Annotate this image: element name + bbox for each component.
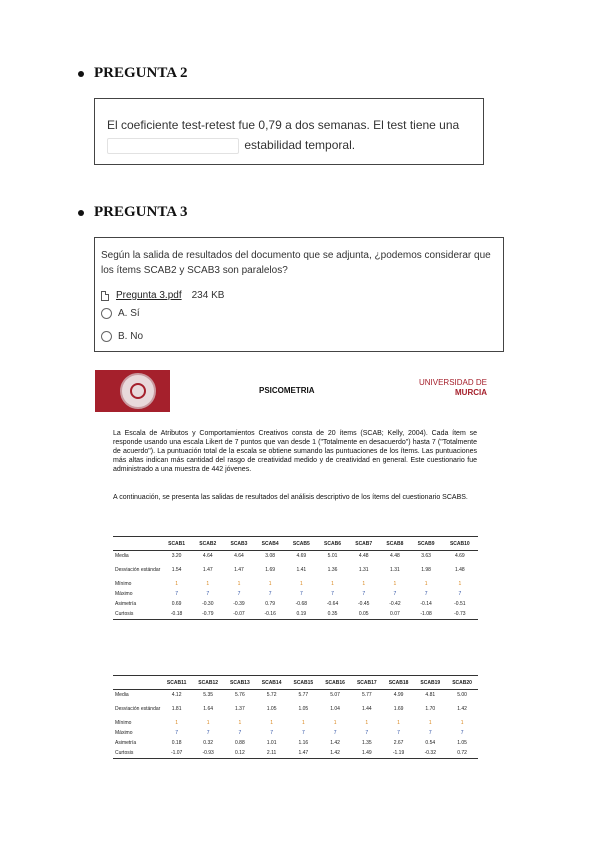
- question-3-title: PREGUNTA 3: [94, 204, 188, 220]
- attachment: [101, 290, 224, 301]
- table-cell: 0.18: [171, 740, 182, 746]
- table-row: [113, 748, 478, 759]
- table-cell: 1: [270, 720, 273, 726]
- file-icon: [101, 291, 109, 301]
- pdf-paragraph-1: La Escala de Atributos y Comportamientos Creativos consta de 20 ítems (SCAB; Kelly, 2004). Cada ítem se responde usando una escala Likert de 7 puntos que van desde 1 ("Totalmente en desacuerdo") hasta 7 ("Totalmente de acuerdo"). La puntuación total de la escala se obtiene sumando las puntuaciones de los ítems. Las puntuaciones más altas indican más cantidad del rasgo de creatividad medido y de creatividad en general. Este cuestionario fue administrado a una muestra de 442 jóvenes.: [113, 430, 477, 473]
- table-cell: 1.16: [298, 740, 309, 746]
- table-cell: 1.31: [358, 567, 369, 573]
- question-2-text-after: estabilidad temporal.: [244, 138, 356, 152]
- row-label: Curtosis: [113, 748, 161, 759]
- table-1-top-rule: [113, 536, 478, 537]
- table-header-blank: [113, 538, 161, 551]
- table-cell: 1: [268, 581, 272, 587]
- table-cell: 1: [333, 720, 337, 726]
- table-cell: 1.05: [457, 740, 467, 746]
- table-row: [113, 718, 478, 728]
- table-cell: 1.70: [425, 706, 436, 712]
- table-cell: 7: [331, 591, 334, 597]
- table-row: [113, 579, 478, 589]
- column-header: SCAB10: [442, 538, 478, 551]
- column-header: SCAB11: [161, 677, 192, 690]
- table-cell: 0.72: [446, 748, 478, 759]
- table-cell: 5.77: [361, 692, 372, 698]
- column-header: SCAB12: [192, 677, 224, 690]
- column-header: SCAB8: [379, 538, 410, 551]
- table-cell: -0.51: [454, 601, 466, 607]
- table-cell: 1: [424, 581, 428, 587]
- table-cell: 1.64: [203, 706, 214, 712]
- table-row: [113, 738, 478, 748]
- table-cell: 1: [393, 581, 397, 587]
- option-b-label: B. No: [118, 331, 144, 342]
- table-cell: 7: [460, 730, 464, 736]
- table-cell: 4.69: [296, 553, 307, 559]
- table-cell: 1.42: [457, 706, 467, 712]
- table-cell: 7: [175, 730, 179, 736]
- table-cell: -0.30: [202, 601, 214, 607]
- table-cell: 1: [206, 720, 210, 726]
- table-cell: 0.35: [317, 609, 348, 620]
- pdf-preview: [95, 366, 495, 776]
- question-2-text: [107, 115, 467, 155]
- row-label: Asimetría: [115, 740, 137, 746]
- question-3-text: Según la salida de resultados del documento que se adjunta, ¿podemos considerar que los ítems SCAB2 y SCAB3 son paralelos?: [101, 250, 491, 276]
- table-cell: -0.18: [161, 609, 192, 620]
- table-cell: 1.04: [330, 706, 340, 712]
- table-cell: 4.81: [425, 692, 436, 698]
- table-cell: 5.72: [266, 692, 277, 698]
- table-cell: 1.48: [454, 567, 465, 573]
- table-cell: 4.48: [390, 553, 400, 559]
- table-cell: -0.32: [414, 748, 446, 759]
- table-cell: 0.54: [425, 740, 436, 746]
- table-cell: 1: [331, 581, 334, 587]
- table-cell: 1.01: [266, 740, 277, 746]
- table-cell: 4.69: [454, 553, 465, 559]
- table-cell: 7: [365, 730, 369, 736]
- column-header: SCAB15: [287, 677, 319, 690]
- table-cell: -0.42: [389, 601, 401, 607]
- table-cell: 1: [362, 581, 366, 587]
- option-a-label: A. Sí: [118, 308, 140, 319]
- table-cell: -0.14: [420, 601, 432, 607]
- column-header: SCAB18: [383, 677, 415, 690]
- table-cell: 7: [393, 591, 397, 597]
- option-a[interactable]: [101, 308, 140, 319]
- table-cell: -0.68: [295, 601, 308, 607]
- table-cell: 1.05: [298, 706, 309, 712]
- descriptive-table-1: [113, 538, 478, 620]
- table-cell: 5.07: [330, 692, 340, 698]
- table-row: [113, 700, 478, 718]
- table-cell: 1.47: [234, 567, 244, 573]
- table-cell: 1.31: [390, 567, 400, 573]
- table-row: [113, 599, 478, 609]
- table-cell: 1: [460, 720, 464, 726]
- column-header: SCAB5: [286, 538, 317, 551]
- table-cell: 1.36: [327, 567, 338, 573]
- table-cell: 1.81: [171, 706, 182, 712]
- seal-icon: [120, 373, 156, 409]
- row-label: Desviación estándar: [115, 567, 161, 573]
- row-label: Curtosis: [113, 609, 161, 620]
- column-header: SCAB6: [317, 538, 348, 551]
- bullet-icon: [78, 210, 84, 216]
- table-cell: 1: [175, 720, 179, 726]
- table-header-blank: [113, 677, 161, 690]
- table-cell: 3.20: [171, 553, 182, 559]
- option-b[interactable]: [101, 331, 143, 342]
- table-cell: 1.44: [361, 706, 372, 712]
- column-header: SCAB16: [319, 677, 351, 690]
- table-cell: 0.32: [203, 740, 214, 746]
- table-cell: 1: [397, 720, 400, 726]
- table-cell: 7: [270, 730, 273, 736]
- table-cell: 7: [333, 730, 337, 736]
- table-cell: 1: [428, 720, 432, 726]
- question-3-heading: [78, 204, 187, 221]
- table-cell: 1.49: [351, 748, 383, 759]
- pdf-header-title: PSICOMETRIA: [259, 386, 315, 395]
- question-2-box: [94, 98, 484, 165]
- university-line-1: UNIVERSIDAD DE: [418, 378, 487, 387]
- table-cell: 1.47: [202, 567, 213, 573]
- table-2-top-rule: [113, 675, 478, 676]
- column-header: SCAB3: [223, 538, 254, 551]
- attachment-size: 234 KB: [191, 290, 225, 301]
- table-cell: 5.01: [327, 553, 338, 559]
- table-cell: 4.12: [171, 692, 182, 698]
- table-cell: 1.05: [266, 706, 277, 712]
- descriptive-table-2: [113, 677, 478, 759]
- table-cell: 0.05: [348, 609, 379, 620]
- table-cell: 1.69: [393, 706, 404, 712]
- attachment-link[interactable]: Pregunta 3.pdf: [116, 290, 182, 301]
- column-header: SCAB17: [351, 677, 383, 690]
- column-header: SCAB13: [224, 677, 256, 690]
- table-cell: 1: [365, 720, 369, 726]
- table-cell: 7: [238, 730, 242, 736]
- question-2-title: PREGUNTA 2: [94, 65, 188, 81]
- table-cell: 7: [424, 591, 428, 597]
- table-cell: 1: [301, 720, 305, 726]
- table-cell: -0.39: [233, 601, 245, 607]
- table-cell: 4.99: [393, 692, 404, 698]
- answer-blank-input[interactable]: [107, 138, 239, 154]
- table-cell: 1.35: [361, 740, 372, 746]
- table-cell: 7: [301, 730, 305, 736]
- row-label: Media: [115, 692, 129, 698]
- table-cell: 2.67: [393, 740, 404, 746]
- table-row: [113, 728, 478, 738]
- table-cell: 1: [237, 581, 241, 587]
- table-cell: -1.08: [411, 609, 442, 620]
- row-label: Mínimo: [115, 581, 132, 587]
- table-cell: -1.19: [383, 748, 415, 759]
- question-2-heading: [78, 65, 187, 82]
- table-cell: 5.00: [457, 692, 467, 698]
- table-cell: -0.73: [442, 609, 478, 620]
- table-cell: 7: [428, 730, 432, 736]
- table-cell: 5.77: [298, 692, 309, 698]
- table-cell: 7: [206, 730, 210, 736]
- table-cell: 7: [237, 591, 241, 597]
- table-cell: 0.69: [171, 601, 182, 607]
- column-header: SCAB14: [256, 677, 288, 690]
- table-cell: 1: [238, 720, 242, 726]
- row-label: Máximo: [115, 730, 133, 736]
- table-cell: -0.45: [358, 601, 370, 607]
- column-header: SCAB20: [446, 677, 478, 690]
- table-cell: -1.07: [161, 748, 192, 759]
- table-cell: -0.16: [255, 609, 286, 620]
- table-cell: 1.42: [319, 748, 351, 759]
- table-cell: -0.79: [192, 609, 223, 620]
- question-3-box: [94, 237, 504, 352]
- table-cell: 1.42: [330, 740, 340, 746]
- table-cell: 1.37: [235, 706, 245, 712]
- table-row: [113, 561, 478, 579]
- table-cell: -0.07: [223, 609, 254, 620]
- table-cell: 7: [175, 591, 178, 597]
- table-row: [113, 690, 478, 701]
- table-cell: 7: [362, 591, 366, 597]
- row-label: Desviación estándar: [115, 706, 161, 712]
- table-row: [113, 609, 478, 620]
- table-cell: 7: [268, 591, 272, 597]
- table-cell: 0.79: [265, 601, 276, 607]
- table-cell: 1: [175, 581, 178, 587]
- row-label: Asimetría: [115, 601, 137, 607]
- table-cell: 4.48: [358, 553, 369, 559]
- column-header: SCAB9: [411, 538, 442, 551]
- column-header: SCAB19: [414, 677, 446, 690]
- radio-icon[interactable]: [101, 308, 112, 319]
- table-header-row: [113, 677, 478, 690]
- question-2-text-before: El coeficiente test-retest fue 0,79 a dos semanas. El test tiene una: [107, 118, 460, 132]
- table-cell: 0.07: [379, 609, 410, 620]
- row-label: Máximo: [115, 591, 133, 597]
- table-cell: 0.19: [286, 609, 317, 620]
- university-line-2: MURCIA: [455, 388, 487, 397]
- table-cell: 7: [299, 591, 303, 597]
- table-cell: 0.88: [235, 740, 245, 746]
- table-row: [113, 551, 478, 562]
- radio-icon[interactable]: [101, 331, 112, 342]
- column-header: SCAB4: [255, 538, 286, 551]
- table-cell: 1.47: [287, 748, 319, 759]
- table-header-row: [113, 538, 478, 551]
- table-cell: 1.54: [171, 567, 182, 573]
- table-cell: 3.08: [265, 553, 276, 559]
- table-row: [113, 589, 478, 599]
- university-logo: [95, 370, 170, 412]
- table-cell: 1.98: [421, 567, 431, 573]
- table-cell: 1.69: [265, 567, 276, 573]
- table-cell: 3.63: [421, 553, 431, 559]
- table-cell: 7: [397, 730, 400, 736]
- table-cell: 1.41: [296, 567, 307, 573]
- bullet-icon: [78, 71, 84, 77]
- table-cell: 4.64: [202, 553, 213, 559]
- table-cell: 0.12: [224, 748, 256, 759]
- table-cell: 1: [206, 581, 210, 587]
- row-label: Mínimo: [115, 720, 132, 726]
- university-name: [419, 378, 487, 398]
- table-cell: 2.11: [256, 748, 288, 759]
- table-cell: 5.76: [235, 692, 245, 698]
- table-cell: 4.64: [234, 553, 244, 559]
- table-cell: -0.64: [326, 601, 339, 607]
- row-label: Media: [115, 553, 129, 559]
- table-cell: 7: [458, 591, 462, 597]
- table-cell: 1: [458, 581, 462, 587]
- column-header: SCAB7: [348, 538, 379, 551]
- table-cell: 7: [206, 591, 210, 597]
- table-cell: 1: [299, 581, 303, 587]
- table-cell: 5.35: [203, 692, 214, 698]
- table-cell: -0.93: [192, 748, 224, 759]
- column-header: SCAB1: [161, 538, 192, 551]
- pdf-paragraph-2: A continuación, se presenta las salidas de resultados del análisis descriptivo de los ítems del cuestionario SCABS.: [113, 494, 468, 501]
- column-header: SCAB2: [192, 538, 223, 551]
